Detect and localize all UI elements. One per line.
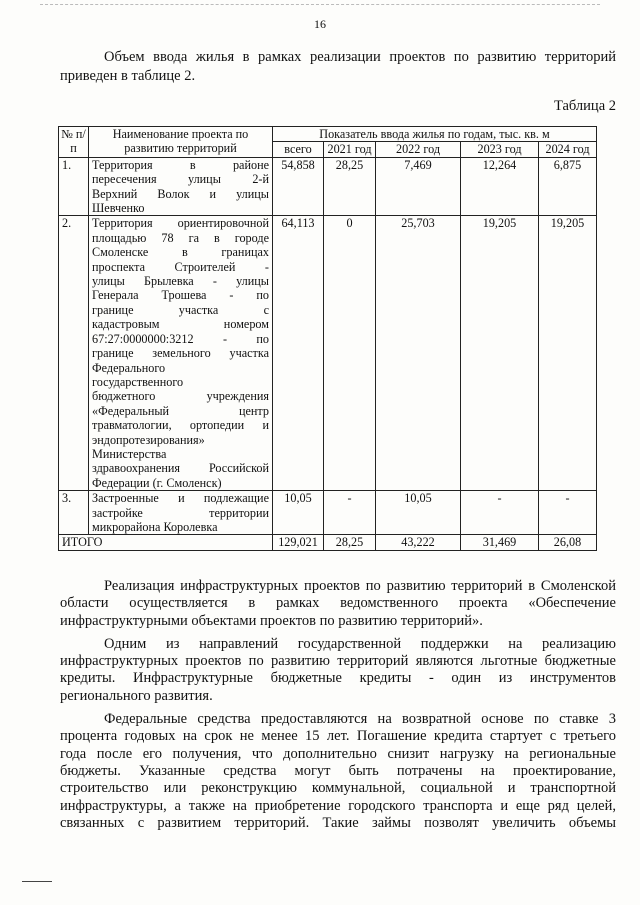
header-num: № п/п	[59, 127, 89, 158]
project-name-line: «Федеральный центр	[92, 403, 269, 418]
body-line-text: области осуществляется в рамках ведомственного проекта «Обеспечение	[60, 595, 616, 612]
row-total: 10,05	[273, 491, 324, 535]
body-line	[60, 780, 616, 797]
body-line-text: инфраструктурными объектами проектов по развитию территорий».	[60, 612, 483, 629]
body-line-text: Одним из направлений государственной поддержки на реализацию	[104, 635, 616, 652]
body-paragraph	[60, 578, 616, 630]
housing-table	[58, 126, 597, 551]
body-line-text: инфраструктурных проектов по развитию территорий являются льготные бюджетные	[60, 653, 616, 670]
intro-paragraph	[60, 48, 616, 86]
header-2023: 2023 год	[461, 142, 539, 157]
header-indicator: Показатель ввода жилья по годам, тыс. кв. м	[273, 127, 597, 142]
row-2023: -	[461, 491, 539, 535]
project-name-line: микрорайона Королевка	[92, 519, 218, 534]
project-name-line: бюджетного учреждения	[92, 389, 269, 404]
project-name-line: улицы Брылевка - улицы	[92, 274, 269, 289]
project-name-line: здравоохранения Российской	[92, 461, 269, 476]
row-2023: 12,264	[461, 157, 539, 216]
total-all: 129,021	[273, 535, 324, 550]
project-name-line: застройке территории	[92, 505, 269, 520]
project-name-line: 67:27:0000000:3212 - по	[92, 331, 269, 346]
table-row	[59, 157, 597, 216]
row-num: 2.	[59, 216, 89, 491]
body-line	[60, 653, 616, 670]
body-line	[60, 815, 616, 832]
project-name-line: Верхний Волок и улицы	[92, 186, 269, 201]
project-name-line: Смоленске в границах	[92, 245, 269, 260]
row-2021: -	[324, 491, 376, 535]
row-project-name	[89, 216, 273, 491]
project-name-line: Территория ориентировочной	[92, 216, 269, 231]
body-line	[60, 688, 616, 705]
row-2021: 0	[324, 216, 376, 491]
body-line-text: процента годовых на срок не менее 15 лет. Погашение кредита стартует с третьего	[60, 728, 616, 745]
project-name-line: границе участка с	[92, 302, 269, 317]
row-2021: 28,25	[324, 157, 376, 216]
project-name-line: проспекта Строителей -	[92, 259, 269, 274]
table-header-row-1	[59, 127, 597, 142]
row-2022: 7,469	[376, 157, 461, 216]
project-name-line: Шевченко	[92, 201, 145, 216]
total-2022: 43,222	[376, 535, 461, 550]
row-project-name	[89, 157, 273, 216]
total-2021: 28,25	[324, 535, 376, 550]
body-line-text: бюджеты. Указанные средства могут быть потрачены на проектирование,	[60, 762, 616, 779]
body-line	[60, 798, 616, 815]
table-caption: Таблица 2	[553, 98, 616, 114]
total-label: ИТОГО	[59, 535, 273, 550]
body-line-text: Федеральные средства предоставляются на возвратной основе по ставке 3	[104, 711, 616, 728]
body-line-text: строительство или реконструкцию коммунальной, социальной и транспортной	[60, 780, 616, 797]
row-total: 54,858	[273, 157, 324, 216]
project-name-line: государственного	[92, 374, 184, 389]
header-2024: 2024 год	[539, 142, 597, 157]
footer-rule	[22, 881, 52, 882]
project-name-line: Министерства	[92, 446, 167, 461]
body-line	[60, 728, 616, 745]
page-number: 16	[314, 17, 326, 31]
top-scan-rule	[40, 4, 600, 5]
table-row	[59, 216, 597, 491]
project-name-line: площадью 78 га в городе	[92, 230, 269, 245]
row-2022: 25,703	[376, 216, 461, 491]
body-line	[60, 746, 616, 763]
row-2024: -	[539, 491, 597, 535]
project-name-line: Генерала Трошева - по	[92, 288, 269, 303]
project-name-line: кадастровым номером	[92, 317, 269, 332]
header-2022: 2022 год	[376, 142, 461, 157]
project-name-line: Территория в районе	[92, 157, 269, 172]
project-name-line: границе земельного участка	[92, 346, 269, 361]
project-name-line: Застроенные и подлежащие	[92, 491, 269, 506]
body-paragraph	[60, 636, 616, 705]
body-line	[60, 711, 616, 728]
header-total: всего	[273, 142, 324, 157]
header-2021: 2021 год	[324, 142, 376, 157]
body-line-text: года после его получения, что дополнительно снизит нагрузку на региональные	[60, 745, 616, 762]
table-row	[59, 491, 597, 535]
row-2022: 10,05	[376, 491, 461, 535]
row-2023: 19,205	[461, 216, 539, 491]
project-name-line: травматологии, ортопедии и	[92, 418, 269, 433]
body-line	[60, 670, 616, 687]
project-name-line: пересечения улицы 2-й	[92, 172, 269, 187]
body-line	[60, 595, 616, 612]
body-paragraph	[60, 711, 616, 832]
row-2024: 19,205	[539, 216, 597, 491]
intro-line-1: Объем ввода жилья в рамках реализации проектов по развитию территорий	[104, 49, 616, 65]
body-line-text: связанных с развитием территорий. Такие займы позволят увеличить объемы	[60, 814, 616, 831]
row-num: 3.	[59, 491, 89, 535]
body-line-text: Реализация инфраструктурных проектов по развитию территорий в Смоленской	[104, 578, 616, 594]
row-total: 64,113	[273, 216, 324, 491]
table-total-row	[59, 535, 597, 550]
header-project-name: Наименование проекта по развитию территорий	[89, 127, 273, 158]
body-line	[60, 578, 616, 595]
body-line	[60, 613, 616, 630]
body-line-text: регионального развития.	[60, 687, 213, 704]
body-line	[60, 763, 616, 780]
project-name-line: Федерации (г. Смоленск)	[92, 475, 222, 490]
row-project-name	[89, 491, 273, 535]
project-name-line: Федерального	[92, 360, 166, 375]
body-line	[60, 636, 616, 653]
project-name-line: эндопротезирования»	[92, 432, 205, 447]
intro-line-2: приведен в таблице 2.	[60, 68, 196, 84]
total-2024: 26,08	[539, 535, 597, 550]
body-line-text: инфраструктуры, а также на приобретение городского транспорта и еще ряд целей,	[60, 797, 616, 814]
row-num: 1.	[59, 157, 89, 216]
body-text	[60, 578, 616, 832]
body-line-text: кредиты. Инфраструктурные бюджетные кредиты - один из инструментов	[60, 670, 616, 687]
total-2023: 31,469	[461, 535, 539, 550]
row-2024: 6,875	[539, 157, 597, 216]
